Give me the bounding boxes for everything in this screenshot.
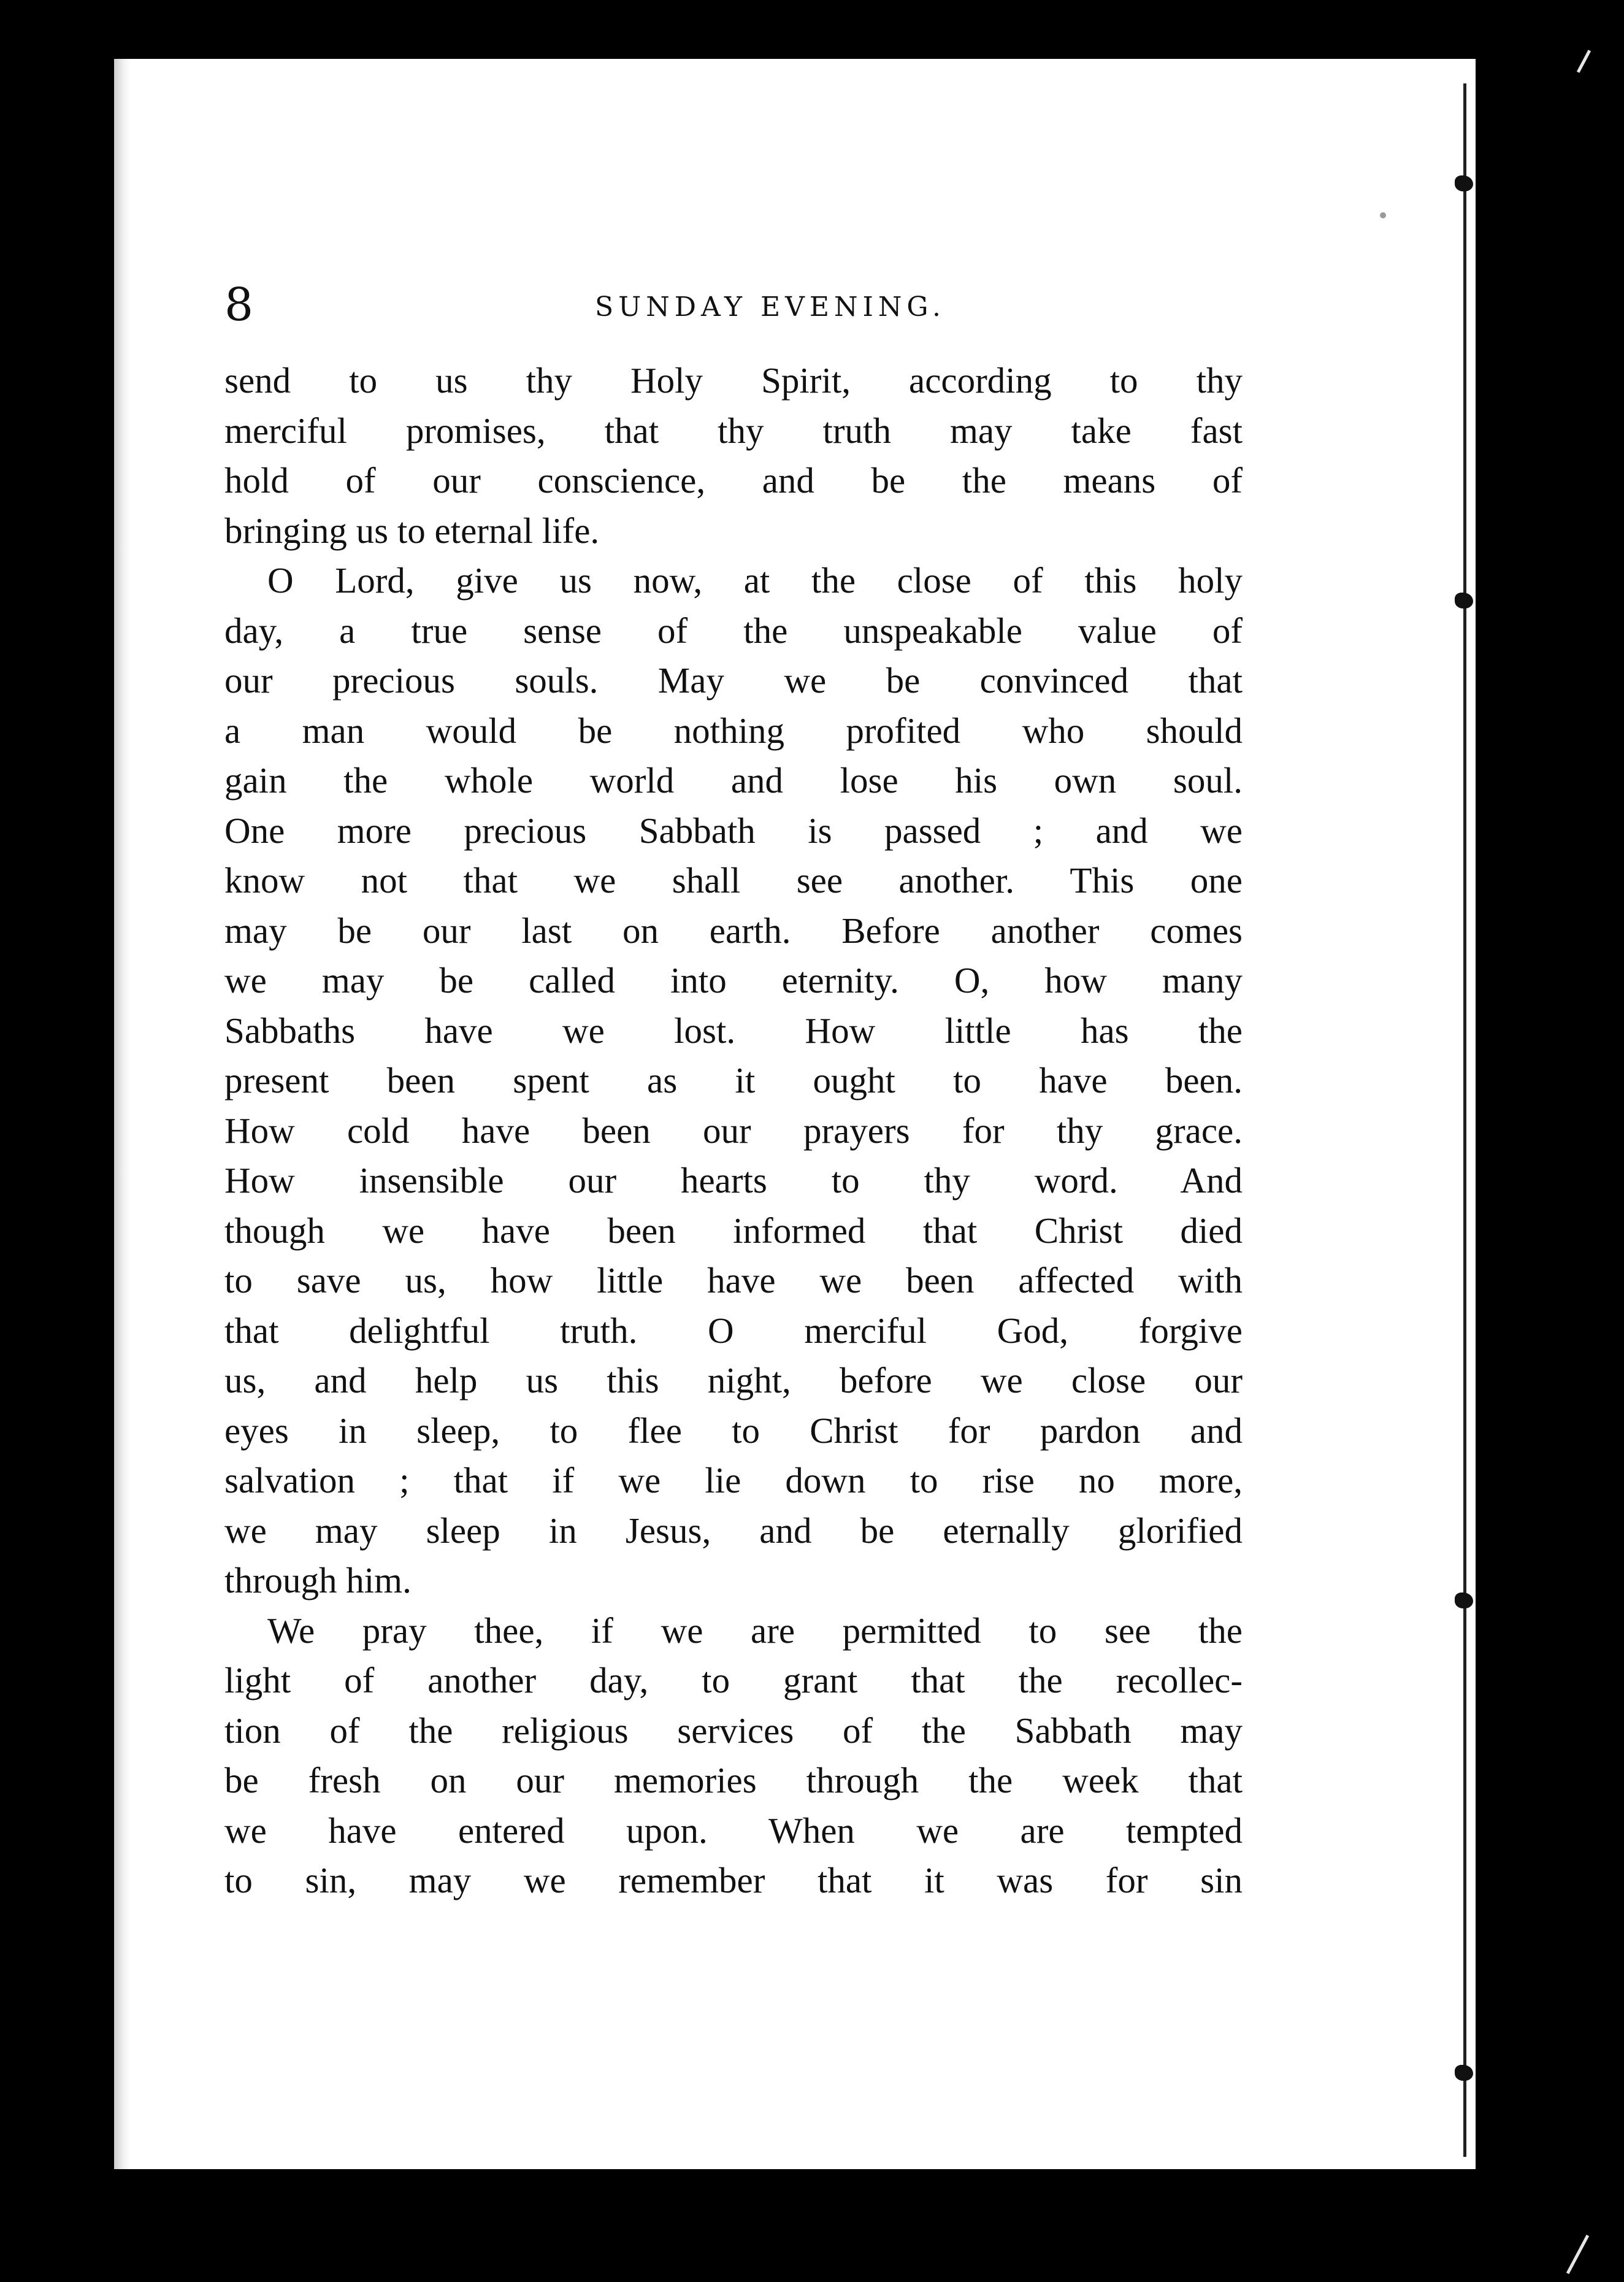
text-line: We pray thee, if we are permitted to see the — [267, 1610, 1243, 1651]
text-line: though we have been informed that Christ died — [224, 1210, 1243, 1251]
margin-ink-mark — [1455, 593, 1473, 609]
spine-shadow — [114, 59, 131, 2169]
text-line: be fresh on our memories through the week that — [224, 1760, 1243, 1800]
paragraph — [224, 1606, 1243, 1906]
text-line: that delightful truth. O merciful God, forgive — [224, 1310, 1243, 1351]
text-line: O Lord, give us now, at the close of this holy — [267, 560, 1243, 601]
text-line: bringing us to eternal life. — [224, 510, 600, 551]
text-line: light of another day, to grant that the recollec- — [224, 1660, 1243, 1700]
text-line: day, a true sense of the unspeakable value of — [224, 610, 1243, 651]
text-line: gain the whole world and lose his own soul. — [224, 760, 1243, 801]
running-head: SUNDAY EVENING. — [595, 291, 946, 323]
scan-scratch — [1566, 2235, 1589, 2274]
text-line: a man would be nothing profited who should — [224, 710, 1243, 751]
ink-speck — [1380, 212, 1386, 218]
text-line: we may sleep in Jesus, and be eternally glorified — [224, 1510, 1243, 1551]
body-text — [224, 356, 1243, 1906]
margin-ink-mark — [1455, 175, 1473, 191]
text-line: send to us thy Holy Spirit, according to thy — [224, 360, 1243, 401]
text-line: to save us, how little have we been affected with — [224, 1260, 1243, 1300]
text-line: hold of our conscience, and be the means of — [224, 460, 1243, 501]
paragraph — [224, 356, 1243, 556]
margin-ink-mark — [1455, 2065, 1473, 2081]
text-line: merciful promises, that thy truth may take fast — [224, 410, 1243, 451]
text-line: we may be called into eternity. O, how many — [224, 960, 1243, 1001]
page-header — [224, 277, 1243, 332]
page-edge-rule — [1463, 83, 1466, 2157]
page-number: 8 — [224, 279, 254, 331]
text-line: eyes in sleep, to flee to Christ for pardon and — [224, 1410, 1243, 1451]
text-line: One more precious Sabbath is passed ; and we — [224, 810, 1243, 851]
text-line: How insensible our hearts to thy word. And — [224, 1160, 1243, 1201]
scan-scratch — [1577, 50, 1591, 73]
text-line: know not that we shall see another. This one — [224, 860, 1243, 901]
text-line: may be our last on earth. Before another comes — [224, 910, 1243, 951]
text-line: tion of the religious services of the Sabbath may — [224, 1710, 1243, 1751]
text-line: we have entered upon. When we are tempted — [224, 1810, 1243, 1851]
text-line: our precious souls. May we be convinced that — [224, 660, 1243, 701]
text-line: us, and help us this night, before we close our — [224, 1360, 1243, 1400]
text-line: to sin, may we remember that it was for sin — [224, 1860, 1243, 1900]
text-line: Sabbaths have we lost. How little has the — [224, 1010, 1243, 1051]
text-line: through him. — [224, 1560, 412, 1600]
text-line: present been spent as it ought to have been. — [224, 1060, 1243, 1101]
margin-ink-mark — [1455, 1592, 1473, 1608]
text-line: salvation ; that if we lie down to rise no more, — [224, 1460, 1243, 1500]
paragraph — [224, 556, 1243, 1606]
text-line: How cold have been our prayers for thy grace. — [224, 1110, 1243, 1151]
